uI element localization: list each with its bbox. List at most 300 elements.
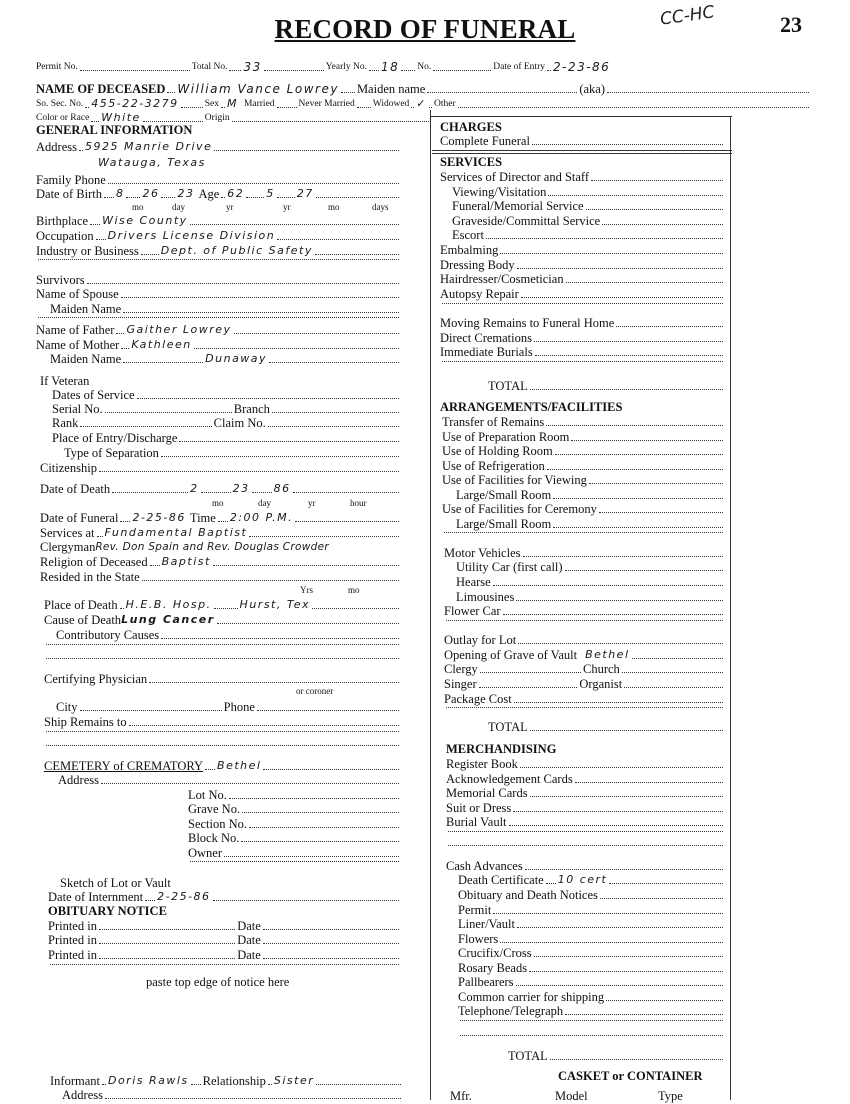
maiden-name-label: Maiden name: [356, 82, 426, 96]
occupation-value[interactable]: Drivers License Division: [107, 229, 276, 242]
serial-label: Serial No.: [52, 402, 103, 416]
services-total-row: [488, 379, 725, 393]
address-row: [36, 140, 401, 154]
corner-handwritten-note: CC-HC: [658, 2, 716, 30]
sex-value[interactable]: M: [226, 97, 238, 110]
death-certificate-label: Death Certificate: [458, 873, 544, 887]
relationship-value[interactable]: Sister: [273, 1074, 315, 1087]
viewing-room-size-label: Large/Small Room: [456, 488, 552, 502]
blank-row-2: [36, 316, 401, 321]
complete-funeral-row: [440, 134, 725, 148]
owner-label: Owner: [188, 846, 223, 860]
aka-label: (aka): [579, 82, 605, 96]
service-item-4-row: [452, 228, 725, 242]
page-number: 23: [780, 12, 802, 37]
opening-grave-row: [444, 648, 725, 662]
cash-item-1-label: Permit: [458, 902, 492, 917]
name-label: NAME OF DECEASED: [36, 82, 166, 96]
merch-item-1-row: [446, 772, 725, 786]
arrangement-item-2-label: Use of Holding Room: [442, 444, 553, 458]
charges-top-rule: [430, 116, 732, 117]
separation-row: [64, 446, 401, 460]
viewing-facilities-row: [442, 473, 725, 487]
cause-label: Cause of Death: [44, 613, 122, 627]
widowed-label: Widowed: [372, 99, 410, 109]
blank-row-4: [44, 657, 401, 662]
religion-value[interactable]: Baptist: [161, 555, 211, 568]
service-item-4-label: Escort: [452, 228, 484, 242]
service2-item-2-row: [440, 272, 725, 286]
entry-value[interactable]: 2-23-86: [552, 60, 611, 74]
dod-month[interactable]: 2: [190, 482, 199, 495]
entry-discharge-row: [52, 431, 401, 445]
printed-label-1: Printed in: [48, 919, 97, 933]
merchandising-heading: MERCHANDISING: [446, 742, 557, 756]
cemetery-address-label: Address: [58, 773, 99, 787]
age-days[interactable]: 27: [296, 187, 314, 200]
arrangement-item-1-label: Use of Preparation Room: [442, 429, 570, 444]
arr-blank-row-1: [442, 531, 725, 536]
service-item-0-row: [440, 170, 725, 184]
cemetery-value[interactable]: Bethel: [217, 759, 262, 772]
printed-row-3: [48, 948, 401, 962]
owner-row: [188, 846, 401, 860]
date-label-2: Date: [237, 933, 261, 947]
lot-label: Lot No.: [188, 788, 227, 802]
services-at-label: Services at: [40, 526, 95, 540]
mo-label: mo: [348, 585, 360, 595]
service-dates-label: Dates of Service: [52, 388, 135, 402]
arrangement-item-3-label: Use of Refrigeration: [442, 458, 545, 473]
industry-value[interactable]: Dept. of Public Safety: [160, 244, 313, 257]
place-death-label: Place of Death: [44, 598, 118, 612]
type-label: Type: [658, 1089, 683, 1103]
widowed-check-mark[interactable]: ✓: [416, 97, 428, 110]
industry-label: Industry or Business: [36, 244, 139, 258]
total-value[interactable]: 33: [243, 60, 262, 74]
merch-item-2-label: Memorial Cards: [446, 786, 528, 800]
cemetery-label: CEMETERY of CREMATORY: [44, 759, 204, 773]
mother-maiden-label: Maiden Name: [50, 352, 122, 366]
column-divider: [430, 110, 431, 1100]
cash-item-6-label: Pallbearers: [458, 975, 514, 989]
lot-row: [188, 788, 401, 802]
cash-item-0-row: [458, 888, 725, 902]
dob-row: [36, 187, 401, 201]
place-death-city[interactable]: Hurst, Tex: [239, 598, 310, 611]
cause-value[interactable]: Lung Cancer: [121, 613, 215, 626]
page-title: RECORD OF FUNERAL: [274, 14, 576, 44]
obituary-heading: OBITUARY NOTICE: [48, 904, 167, 918]
coroner-label: or coroner: [296, 686, 334, 696]
ssn-label: So. Sec. No.: [36, 99, 84, 109]
singer-row: [444, 677, 725, 691]
services-rule-1: [432, 150, 732, 151]
occupation-row: [36, 229, 401, 243]
service2-item-0-label: Embalming: [440, 243, 499, 257]
age-sub-yr: yr: [283, 202, 291, 212]
birthplace-label: Birthplace: [36, 214, 89, 228]
married-label: Married: [243, 99, 275, 109]
arrangement-item-1-row: [442, 430, 725, 444]
total-label: Total No.: [191, 62, 228, 72]
dod-sub-hour: hour: [350, 498, 367, 508]
time-label: Time: [189, 511, 216, 525]
dob-year[interactable]: 23: [177, 187, 195, 200]
flower-car-label: Flower Car: [444, 604, 501, 618]
charges-heading: CHARGES: [440, 120, 502, 134]
cash-advances-label: Cash Advances: [446, 859, 523, 873]
mother-maiden-row: [50, 352, 401, 366]
survivors-label: Survivors: [36, 273, 85, 287]
claim-label: Claim No.: [213, 416, 266, 430]
service3-item-0-label: Moving Remains to Funeral Home: [440, 316, 615, 330]
arr-blank-row-2: [444, 619, 725, 624]
service3-item-0-row: [440, 316, 725, 330]
ssn-value[interactable]: 455-22-3279: [91, 97, 179, 110]
service2-item-1-row: [440, 258, 725, 272]
dob-sub-mo: mo: [132, 202, 144, 212]
utility-car-row: [456, 560, 725, 574]
age-years[interactable]: 62: [227, 187, 245, 200]
merch-total-row: [508, 1049, 725, 1063]
motor-vehicles-row: [444, 546, 725, 560]
rank-row: [52, 416, 401, 430]
yrs-label: Yrs: [300, 585, 313, 595]
veteran-label: If Veteran: [40, 374, 90, 388]
mfr-label: Mfr.: [450, 1089, 472, 1103]
arr-blank-row-3: [444, 706, 725, 711]
printed-row-1: [48, 919, 401, 933]
merch-blank-row-1: [446, 830, 725, 835]
cash-item-5-label: Rosary Beads: [458, 960, 528, 975]
printed-label-2: Printed in: [48, 933, 97, 947]
merch-item-1-label: Acknowledgement Cards: [446, 771, 573, 786]
cemetery-row: [44, 759, 401, 773]
address-line1[interactable]: 5925 Manrie Drive: [84, 140, 213, 153]
ceremony-facilities-label: Use of Facilities for Ceremony: [442, 502, 597, 516]
spouse-maiden-row: [50, 302, 401, 316]
birthplace-row: [36, 214, 401, 228]
printed-label-3: Printed in: [48, 948, 97, 962]
outlay-lot-label: Outlay for Lot: [444, 633, 517, 647]
service3-item-2-row: [440, 345, 725, 359]
arrangement-item-0-label: Transfer of Remains: [442, 415, 545, 429]
resided-label: Resided in the State: [40, 570, 140, 584]
services-blank-row: [440, 302, 725, 307]
services-at-row: [40, 526, 401, 540]
dob-label: Date of Birth: [36, 187, 102, 201]
entry-discharge-label: Place of Entry/Discharge: [52, 431, 178, 445]
grave-row: [188, 802, 401, 816]
age-sub-days: days: [372, 202, 389, 212]
other-label: Other: [434, 99, 456, 109]
service3-item-1-label: Direct Cremations: [440, 330, 532, 345]
blank-row-1: [36, 258, 401, 263]
physician-label: Certifying Physician: [44, 672, 148, 686]
occupation-label: Occupation: [36, 229, 94, 243]
organist-label: Organist: [579, 677, 623, 691]
outlay-lot-row: [444, 633, 725, 647]
clergyman-row: [40, 540, 430, 554]
yearly-value[interactable]: 18: [381, 60, 400, 74]
arrangements-heading: ARRANGEMENTS/FACILITIES: [440, 400, 623, 414]
clergyman-label: Clergyman: [40, 540, 96, 554]
merch-item-0-label: Register Book: [446, 757, 518, 771]
dob-sub-day: day: [172, 202, 185, 212]
father-row: [36, 323, 401, 337]
service-item-2-row: [452, 199, 725, 213]
cash-item-8-label: Telephone/Telegraph: [458, 1004, 564, 1018]
services-heading: SERVICES: [440, 155, 503, 169]
merch-item-3-row: [446, 801, 725, 815]
merch-item-0-row: [446, 757, 725, 771]
informant-row: [50, 1074, 403, 1088]
service-dates-row: [52, 388, 401, 402]
death-certificate-row: [458, 873, 725, 887]
mother-label: Name of Mother: [36, 338, 120, 352]
blank-row-5: [44, 730, 401, 735]
utility-car-label: Utility Car (first call): [456, 560, 563, 574]
cemetery-address-row: [58, 773, 401, 787]
age-months[interactable]: 5: [266, 187, 275, 200]
viewing-room-size-row: [456, 488, 725, 502]
family-phone-row: [36, 173, 401, 187]
cash-item-0-label: Obituary and Death Notices: [458, 888, 598, 902]
cash-item-7-label: Common carrier for shipping: [458, 989, 605, 1004]
limousines-row: [456, 590, 725, 604]
service-item-1-row: [452, 185, 725, 199]
dod-year[interactable]: 86: [273, 482, 291, 495]
cash-advances-row: [446, 859, 725, 873]
name-value[interactable]: William Vance Lowrey: [177, 82, 339, 96]
serial-row: [52, 402, 401, 416]
city-label: City: [56, 700, 78, 714]
informant-address-label: Address: [62, 1088, 103, 1102]
cash-item-4-label: Crucifix/Cross: [458, 946, 532, 960]
service2-item-2-label: Hairdresser/Cosmetician: [440, 272, 564, 286]
motor-vehicles-label: Motor Vehicles: [444, 546, 521, 560]
merch-item-2-row: [446, 786, 725, 800]
service3-item-1-row: [440, 331, 725, 345]
survivors-row: [36, 273, 401, 287]
merch-blank-row-4: [458, 1034, 725, 1039]
father-label: Name of Father: [36, 323, 115, 337]
dod-sub-yr: yr: [308, 498, 316, 508]
blank-row-3: [44, 643, 401, 648]
arrangement-item-3-row: [442, 459, 725, 473]
place-death-row: [44, 598, 401, 612]
address-label: Address: [36, 140, 77, 154]
clergyman-value[interactable]: Rev. Don Spain and Rev. Douglas Crowder: [95, 541, 329, 553]
sketch-label: Sketch of Lot or Vault: [60, 876, 171, 890]
ceremony-room-size-label: Large/Small Room: [456, 517, 552, 531]
merch-blank-row-3: [458, 1019, 725, 1024]
cash-item-7-row: [458, 990, 725, 1004]
contrib-row: [56, 628, 401, 642]
permit-label: Permit No.: [36, 62, 78, 72]
funeral-date-label: Date of Funeral: [40, 511, 119, 525]
service2-item-3-label: Autopsy Repair: [440, 286, 519, 301]
printed-row-2: [48, 933, 401, 947]
age-label: Age: [198, 187, 220, 201]
funeral-date-value[interactable]: 2-25-86: [132, 511, 186, 524]
informant-label: Informant: [50, 1074, 100, 1088]
services-blank-row-2: [440, 360, 725, 365]
casket-heading: CASKET or CONTAINER: [558, 1069, 703, 1083]
rank-label: Rank: [52, 416, 79, 430]
dod-day[interactable]: 23: [232, 482, 250, 495]
dob-month[interactable]: 8: [115, 187, 125, 200]
spouse-maiden-label: Maiden Name: [50, 302, 122, 316]
yearly-label: Yearly No.: [325, 62, 367, 72]
merch-item-3-label: Suit or Dress: [446, 800, 512, 815]
service-item-0-label: Services of Director and Staff: [440, 170, 590, 184]
services-total-label: TOTAL: [488, 379, 528, 393]
hearse-label: Hearse: [456, 575, 491, 589]
sex-label: Sex: [204, 99, 219, 109]
phone2-label: Phone: [223, 700, 255, 714]
ship-remains-label: Ship Remains to: [44, 715, 127, 729]
service-item-3-row: [452, 214, 725, 228]
cash-item-4-row: [458, 946, 725, 960]
cash-item-3-label: Flowers: [458, 931, 499, 946]
branch-label: Branch: [233, 402, 270, 416]
name-row: [36, 82, 811, 96]
spouse-label: Name of Spouse: [36, 287, 119, 301]
religion-label: Religion of Deceased: [40, 555, 148, 569]
age-sub-mo: mo: [328, 202, 340, 212]
blank-row-7: [188, 860, 401, 865]
paste-notice-label: paste top edge of notice here: [146, 975, 290, 989]
service2-item-1-label: Dressing Body: [440, 257, 515, 272]
package-cost-row: [444, 692, 725, 706]
ship-remains-row: [44, 715, 401, 729]
place-death-value[interactable]: H.E.B. Hosp.: [125, 598, 212, 611]
block-label: Block No.: [188, 831, 240, 845]
ssn-row: [36, 97, 811, 111]
opening-grave-label: Opening of Grave of Vault: [444, 648, 578, 662]
ceremony-facilities-row: [442, 502, 725, 516]
grave-label: Grave No.: [188, 802, 241, 816]
dod-row: [40, 482, 401, 496]
color-race-value[interactable]: White: [101, 111, 141, 124]
limousines-label: Limousines: [456, 590, 515, 604]
resided-row: [40, 570, 401, 584]
origin-label: Origin: [204, 113, 230, 123]
service-item-1-label: Viewing/Visitation: [452, 184, 547, 199]
arrangements-total-row: [488, 720, 725, 734]
family-phone-label: Family Phone: [36, 173, 106, 187]
clergy-row: [444, 662, 725, 676]
ceremony-room-size-row: [456, 517, 725, 531]
dod-label: Date of Death: [40, 482, 111, 496]
religion-row: [40, 555, 401, 569]
address-line2[interactable]: Watauga, Texas: [98, 156, 206, 169]
model-label: Model: [555, 1089, 588, 1103]
clergy-label: Clergy: [444, 662, 478, 676]
merch-blank-row-2: [446, 844, 725, 849]
singer-label: Singer: [444, 677, 477, 691]
no-label: No.: [417, 62, 432, 72]
industry-row: [36, 244, 401, 258]
cash-item-2-row: [458, 917, 725, 931]
right-column-edge: [730, 116, 731, 1100]
cause-row: [44, 613, 401, 627]
dod-sub-day: day: [258, 498, 271, 508]
complete-funeral-label: Complete Funeral: [440, 134, 530, 148]
cash-item-2-label: Liner/Vault: [458, 917, 515, 931]
time-value[interactable]: 2:00 P.M.: [229, 511, 294, 524]
merch-total-label: TOTAL: [508, 1049, 548, 1063]
service2-item-3-row: [440, 287, 725, 301]
arrangement-item-2-row: [442, 444, 725, 458]
viewing-facilities-label: Use of Facilities for Viewing: [442, 473, 587, 487]
date-label-1: Date: [237, 919, 261, 933]
interment-label: Date of Internment: [48, 890, 144, 904]
birthplace-value[interactable]: Wise County: [102, 214, 188, 227]
cash-item-3-row: [458, 932, 725, 946]
father-value[interactable]: Gaither Lowrey: [126, 323, 232, 336]
merch-item-4-row: [446, 815, 725, 829]
church-label: Church: [583, 662, 620, 676]
date-label-3: Date: [237, 948, 261, 962]
dob-day[interactable]: 26: [142, 187, 160, 200]
block-row: [188, 831, 401, 845]
relationship-label: Relationship: [202, 1074, 266, 1088]
cash-item-6-row: [458, 975, 725, 989]
hearse-row: [456, 575, 725, 589]
cash-item-8-row: [458, 1004, 725, 1018]
contrib-label: Contributory Causes: [56, 628, 160, 642]
citizenship-label: Citizenship: [40, 461, 97, 475]
cash-item-1-row: [458, 903, 725, 917]
arrangement-item-0-row: [442, 415, 725, 429]
blank-row-6: [44, 744, 401, 749]
services-rule-2: [432, 153, 732, 154]
service-item-3-label: Graveside/Committal Service: [452, 213, 601, 228]
physician-row: [44, 672, 401, 686]
mother-value[interactable]: Kathleen: [131, 338, 192, 351]
separation-label: Type of Separation: [64, 446, 159, 460]
informant-value[interactable]: Doris Rawls: [107, 1074, 189, 1087]
color-race-label: Color or Race: [36, 113, 90, 123]
blank-row-8: [48, 963, 401, 968]
citizenship-row: [40, 461, 401, 475]
interment-value[interactable]: 2-25-86: [157, 890, 211, 903]
dob-sub-yr: yr: [226, 202, 234, 212]
never-married-label: Never Married: [298, 99, 355, 109]
package-cost-label: Package Cost: [444, 692, 512, 706]
service-item-2-label: Funeral/Memorial Service: [452, 199, 584, 213]
service2-item-0-row: [440, 243, 725, 257]
city-phone-row: [56, 700, 401, 714]
funeral-date-row: [40, 511, 401, 525]
mother-row: [36, 338, 401, 352]
header-row: [36, 60, 811, 74]
spouse-row: [36, 287, 401, 301]
entry-label: Date of Entry: [493, 62, 545, 72]
opening-grave-value[interactable]: Bethel: [585, 648, 630, 661]
death-certificate-value[interactable]: 10 cert: [557, 873, 608, 886]
arrangements-total-label: TOTAL: [488, 720, 528, 734]
services-at-value[interactable]: Fundamental Baptist: [104, 526, 248, 539]
service3-item-2-label: Immediate Burials: [440, 345, 533, 359]
interment-row: [48, 890, 401, 904]
cash-item-5-row: [458, 961, 725, 975]
merch-item-4-label: Burial Vault: [446, 815, 507, 829]
mother-maiden-value[interactable]: Dunaway: [205, 352, 268, 365]
